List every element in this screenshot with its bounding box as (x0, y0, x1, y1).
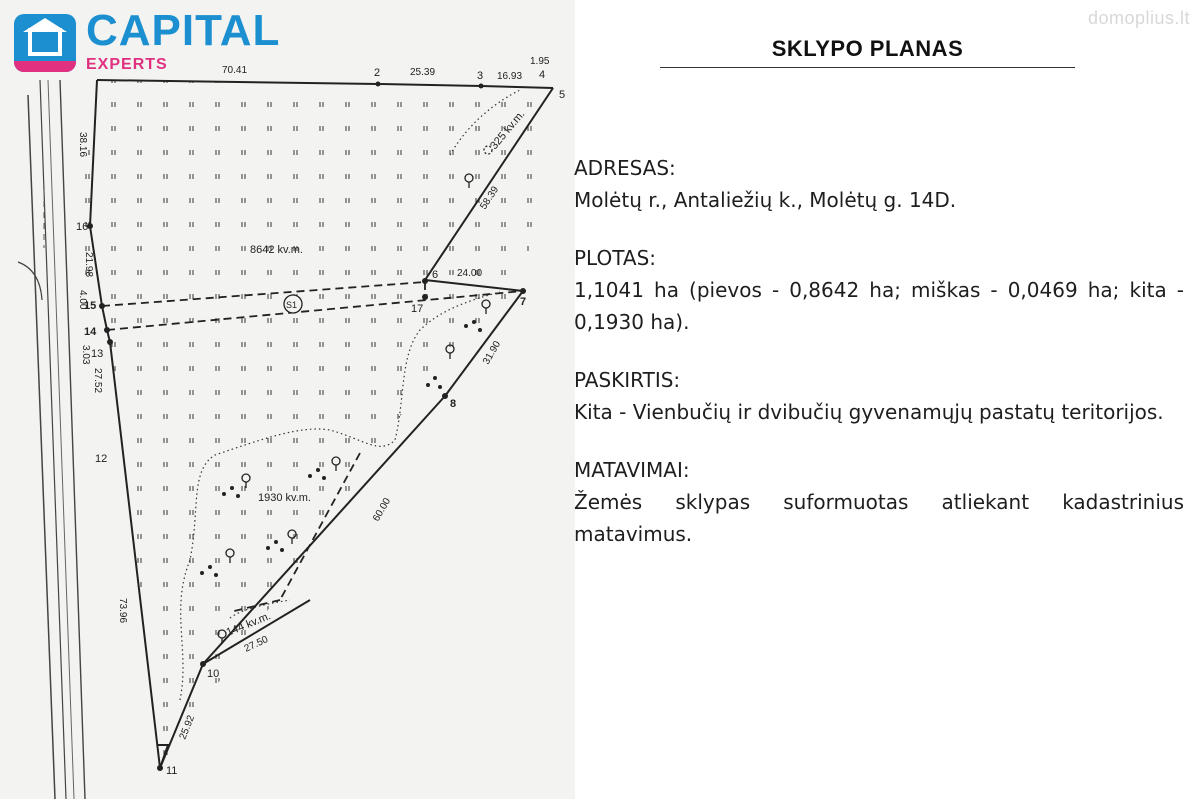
distance-label: 25.92 (177, 713, 198, 742)
point-label: 7 (520, 296, 527, 308)
info-value: Žemės sklypas suformuotas atliekant kadastrinius matavimus. (574, 490, 1184, 546)
page-title: SKLYPO PLANAS (771, 36, 964, 61)
distance-label: 38.16 (77, 132, 88, 158)
address-block (574, 152, 1184, 216)
logo-house-icon (14, 14, 76, 72)
distance-label: 25.39 (410, 67, 436, 78)
point-label: 5 (559, 89, 566, 101)
area-block (574, 242, 1184, 338)
distance-label: 27.52 (92, 368, 103, 394)
distance-label: 73.96 (117, 598, 128, 624)
distance-label: 60.00 (371, 496, 394, 524)
area-label: 144 kv.m. (224, 610, 273, 639)
purpose-block (574, 364, 1184, 428)
logo-subtitle: EXPERTS (86, 56, 168, 73)
area-label: 325 kv.m. (488, 108, 528, 152)
distance-label: 3.03 (80, 345, 91, 365)
point-label: 13 (91, 348, 104, 360)
meadow-texture (70, 75, 560, 775)
area-label: 1930 kv.m. (258, 492, 311, 504)
capital-experts-logo (14, 6, 284, 78)
point-label: 11 (166, 765, 178, 777)
watermark: domoplius.lt (1087, 8, 1190, 28)
plan-drawing (0, 0, 575, 799)
distance-label: 31.90 (481, 339, 504, 367)
point-label: 10 (207, 668, 220, 680)
point-label: 6 (432, 269, 439, 281)
info-label: MATAVIMAI: (574, 458, 690, 482)
servitude-label: S1 (286, 300, 298, 310)
point-label: 17 (411, 303, 424, 315)
point-label: 16 (76, 221, 89, 233)
distance-label: 16.93 (497, 71, 523, 82)
info-label: ADRESAS: (574, 156, 676, 180)
info-label: PLOTAS: (574, 246, 657, 270)
distance-label: 27.50 (242, 634, 270, 655)
info-panel (574, 152, 1184, 576)
info-label: PASKIRTIS: (574, 368, 681, 392)
measurements-block (574, 454, 1184, 550)
distance-label: 58.39 (478, 184, 502, 212)
land-plan (0, 0, 575, 799)
distance-label: 24.00 (457, 268, 483, 279)
info-value: Kita - Vienbučių ir dvibučių gyvenamųjų pastatų teritorijos. (574, 400, 1164, 424)
point-label: 4 (539, 69, 546, 81)
distance-label: 21.98 (83, 252, 94, 278)
point-label: 12 (95, 453, 108, 465)
point-label: 3 (477, 70, 484, 82)
point-label: 15 (84, 300, 97, 312)
info-value: 1,1041 ha (pievos - 0,8642 ha; miškas - 0,0469 ha; kita - 0,1930 ha). (574, 278, 1184, 334)
point-label: 8 (450, 398, 457, 410)
point-label: 14 (84, 326, 97, 338)
distance-label: 4.00 (77, 290, 88, 310)
distance-label: 70.41 (222, 65, 248, 76)
point-label: 2 (374, 67, 381, 79)
area-label: 8642 kv.m. (250, 244, 303, 256)
title-divider (660, 67, 1075, 68)
distance-label: 1.95 (530, 56, 550, 67)
info-value: Molėtų r., Antaliežių k., Molėtų g. 14D. (574, 188, 957, 212)
logo-title: CAPITAL (86, 6, 281, 55)
road (18, 80, 85, 799)
